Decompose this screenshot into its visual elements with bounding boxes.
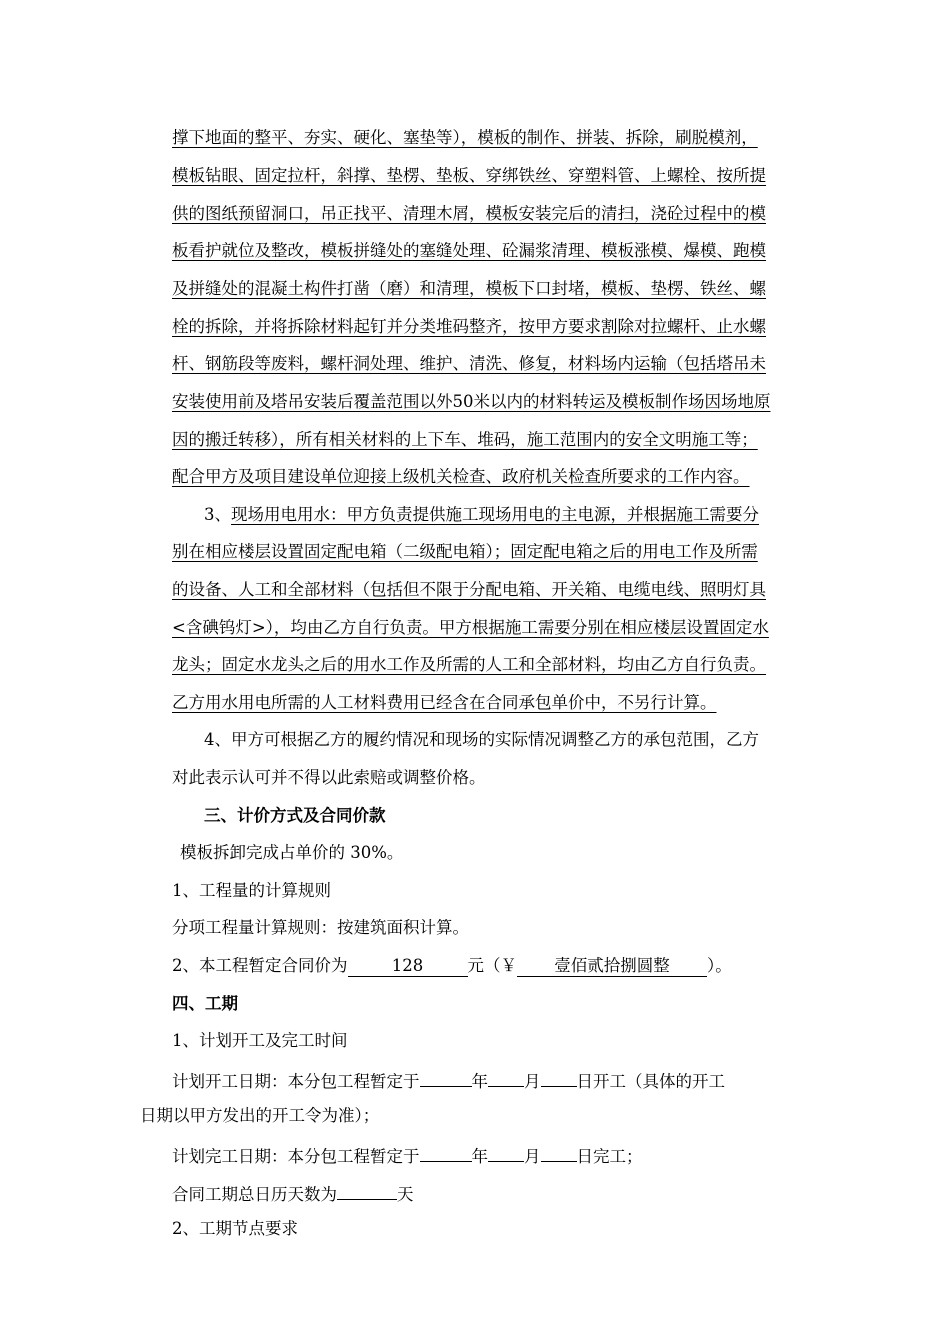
- price-words-field: 壹佰贰拾捌圆整: [517, 956, 707, 977]
- start-date-suffix: 日开工（具体的开工: [576, 1072, 725, 1091]
- item3-text: 现场用电用水：甲方负责提供施工现场用电的主电源，并根据施工需要分: [231, 505, 759, 524]
- duration-line: [172, 1181, 414, 1203]
- scope-line-1: 撑下地面的整平、夯实、硬化、塞垫等），模板的制作、拼装、拆除，刷脱模剂，: [172, 128, 758, 147]
- end-month-blank[interactable]: [488, 1143, 524, 1162]
- end-day-blank[interactable]: [541, 1143, 577, 1162]
- duration-prefix: 合同工期总日历天数为: [172, 1185, 337, 1204]
- price-mid: 元（￥: [467, 956, 517, 975]
- scope-line-8: 安装使用前及塔吊安装后覆盖范围以外50米以内的材料转运及模板制作场因场地原: [172, 392, 771, 411]
- end-date-suffix: 日完工；: [576, 1147, 643, 1166]
- price-prefix: 2、本工程暂定合同价为: [172, 956, 348, 975]
- section3-rule-title: 1、工程量的计算规则: [172, 881, 331, 900]
- section3-note: 模板拆卸完成占单价的 30%。: [180, 843, 404, 862]
- item3-line-5: 龙头；固定水龙头之后的用水工作及所需的人工和全部材料，均由乙方自行负责。: [172, 655, 766, 674]
- duration-suffix: 天: [397, 1185, 414, 1204]
- section4-sub2: 2、工期节点要求: [172, 1219, 298, 1238]
- item3-line-2: 别在相应楼层设置固定配电箱（二级配电箱）；固定配电箱之后的用电工作及所需: [172, 542, 758, 561]
- duration-days-blank[interactable]: [337, 1181, 397, 1200]
- scope-line-3: 供的图纸预留洞口，吊正找平、清理木屑，模板安装完后的清扫，浇砼过程中的模: [172, 204, 766, 223]
- end-year-blank[interactable]: [420, 1143, 472, 1162]
- end-date-prefix: 计划完工日期：本分包工程暂定于: [172, 1147, 420, 1166]
- start-year-blank[interactable]: [420, 1068, 472, 1087]
- start-month-blank[interactable]: [488, 1068, 524, 1087]
- item3-number: 3、: [204, 505, 231, 524]
- section4-heading: 四、工期: [172, 994, 238, 1013]
- price-suffix: ）。: [707, 956, 732, 975]
- end-month-label: 月: [524, 1147, 541, 1166]
- end-year-label: 年: [471, 1147, 488, 1166]
- scope-line-10: 配合甲方及项目建设单位迎接上级机关检查、政府机关检查所要求的工作内容。: [172, 467, 750, 486]
- section3-rule-text: 分项工程量计算规则：按建筑面积计算。: [172, 918, 469, 937]
- start-month-label: 月: [524, 1072, 541, 1091]
- section3-price-line: [172, 955, 732, 977]
- start-day-blank[interactable]: [541, 1068, 577, 1087]
- scope-line-7: 杆、钢筋段等废料，螺杆洞处理、维护、清洗、修复，材料场内运输（包括塔吊未: [172, 354, 766, 373]
- end-date-line: [172, 1143, 643, 1165]
- start-year-label: 年: [471, 1072, 488, 1091]
- item3-line-3: 的设备、人工和全部材料（包括但不限于分配电箱、开关箱、电缆电线、照明灯具: [172, 580, 766, 599]
- item3-line-4: <含碘钨灯>），均由乙方自行负责。甲方根据施工需要分别在相应楼层设置固定水: [172, 618, 769, 637]
- section4-sub1: 1、计划开工及完工时间: [172, 1031, 348, 1050]
- scope-line-6: 栓的拆除，并将拆除材料起钉并分类堆码整齐，按甲方要求割除对拉螺杆、止水螺: [172, 317, 766, 336]
- start-date-line: [172, 1068, 725, 1090]
- start-date-prefix: 计划开工日期：本分包工程暂定于: [172, 1072, 420, 1091]
- price-value-field: 128: [348, 956, 468, 977]
- start-date-cont: 日期以甲方发出的开工令为准）；: [140, 1106, 380, 1125]
- item3-line-1: [204, 504, 759, 526]
- scope-line-2: 模板钻眼、固定拉杆，斜撑、垫楞、垫板、穿绑铁丝、穿塑料管、上螺栓、按所提: [172, 166, 766, 185]
- item4-line-1: 4、甲方可根据乙方的履约情况和现场的实际情况调整乙方的承包范围，乙方: [204, 730, 759, 749]
- section3-heading: 三、计价方式及合同价款: [204, 806, 386, 825]
- scope-line-5: 及拼缝处的混凝土构件打凿（磨）和清理，模板下口封堵，模板、垫楞、铁丝、螺: [172, 279, 766, 298]
- scope-line-9: 因的搬迁转移），所有相关材料的上下车、堆码，施工范围内的安全文明施工等；: [172, 430, 758, 449]
- item3-line-6: 乙方用水用电所需的人工材料费用已经含在合同承包单价中，不另行计算。: [172, 693, 717, 712]
- scope-line-4: 板看护就位及整改，模板拼缝处的塞缝处理、砼漏浆清理、模板涨模、爆模、跑模: [172, 241, 766, 260]
- item4-line-2: 对此表示认可并不得以此索赔或调整价格。: [172, 768, 486, 787]
